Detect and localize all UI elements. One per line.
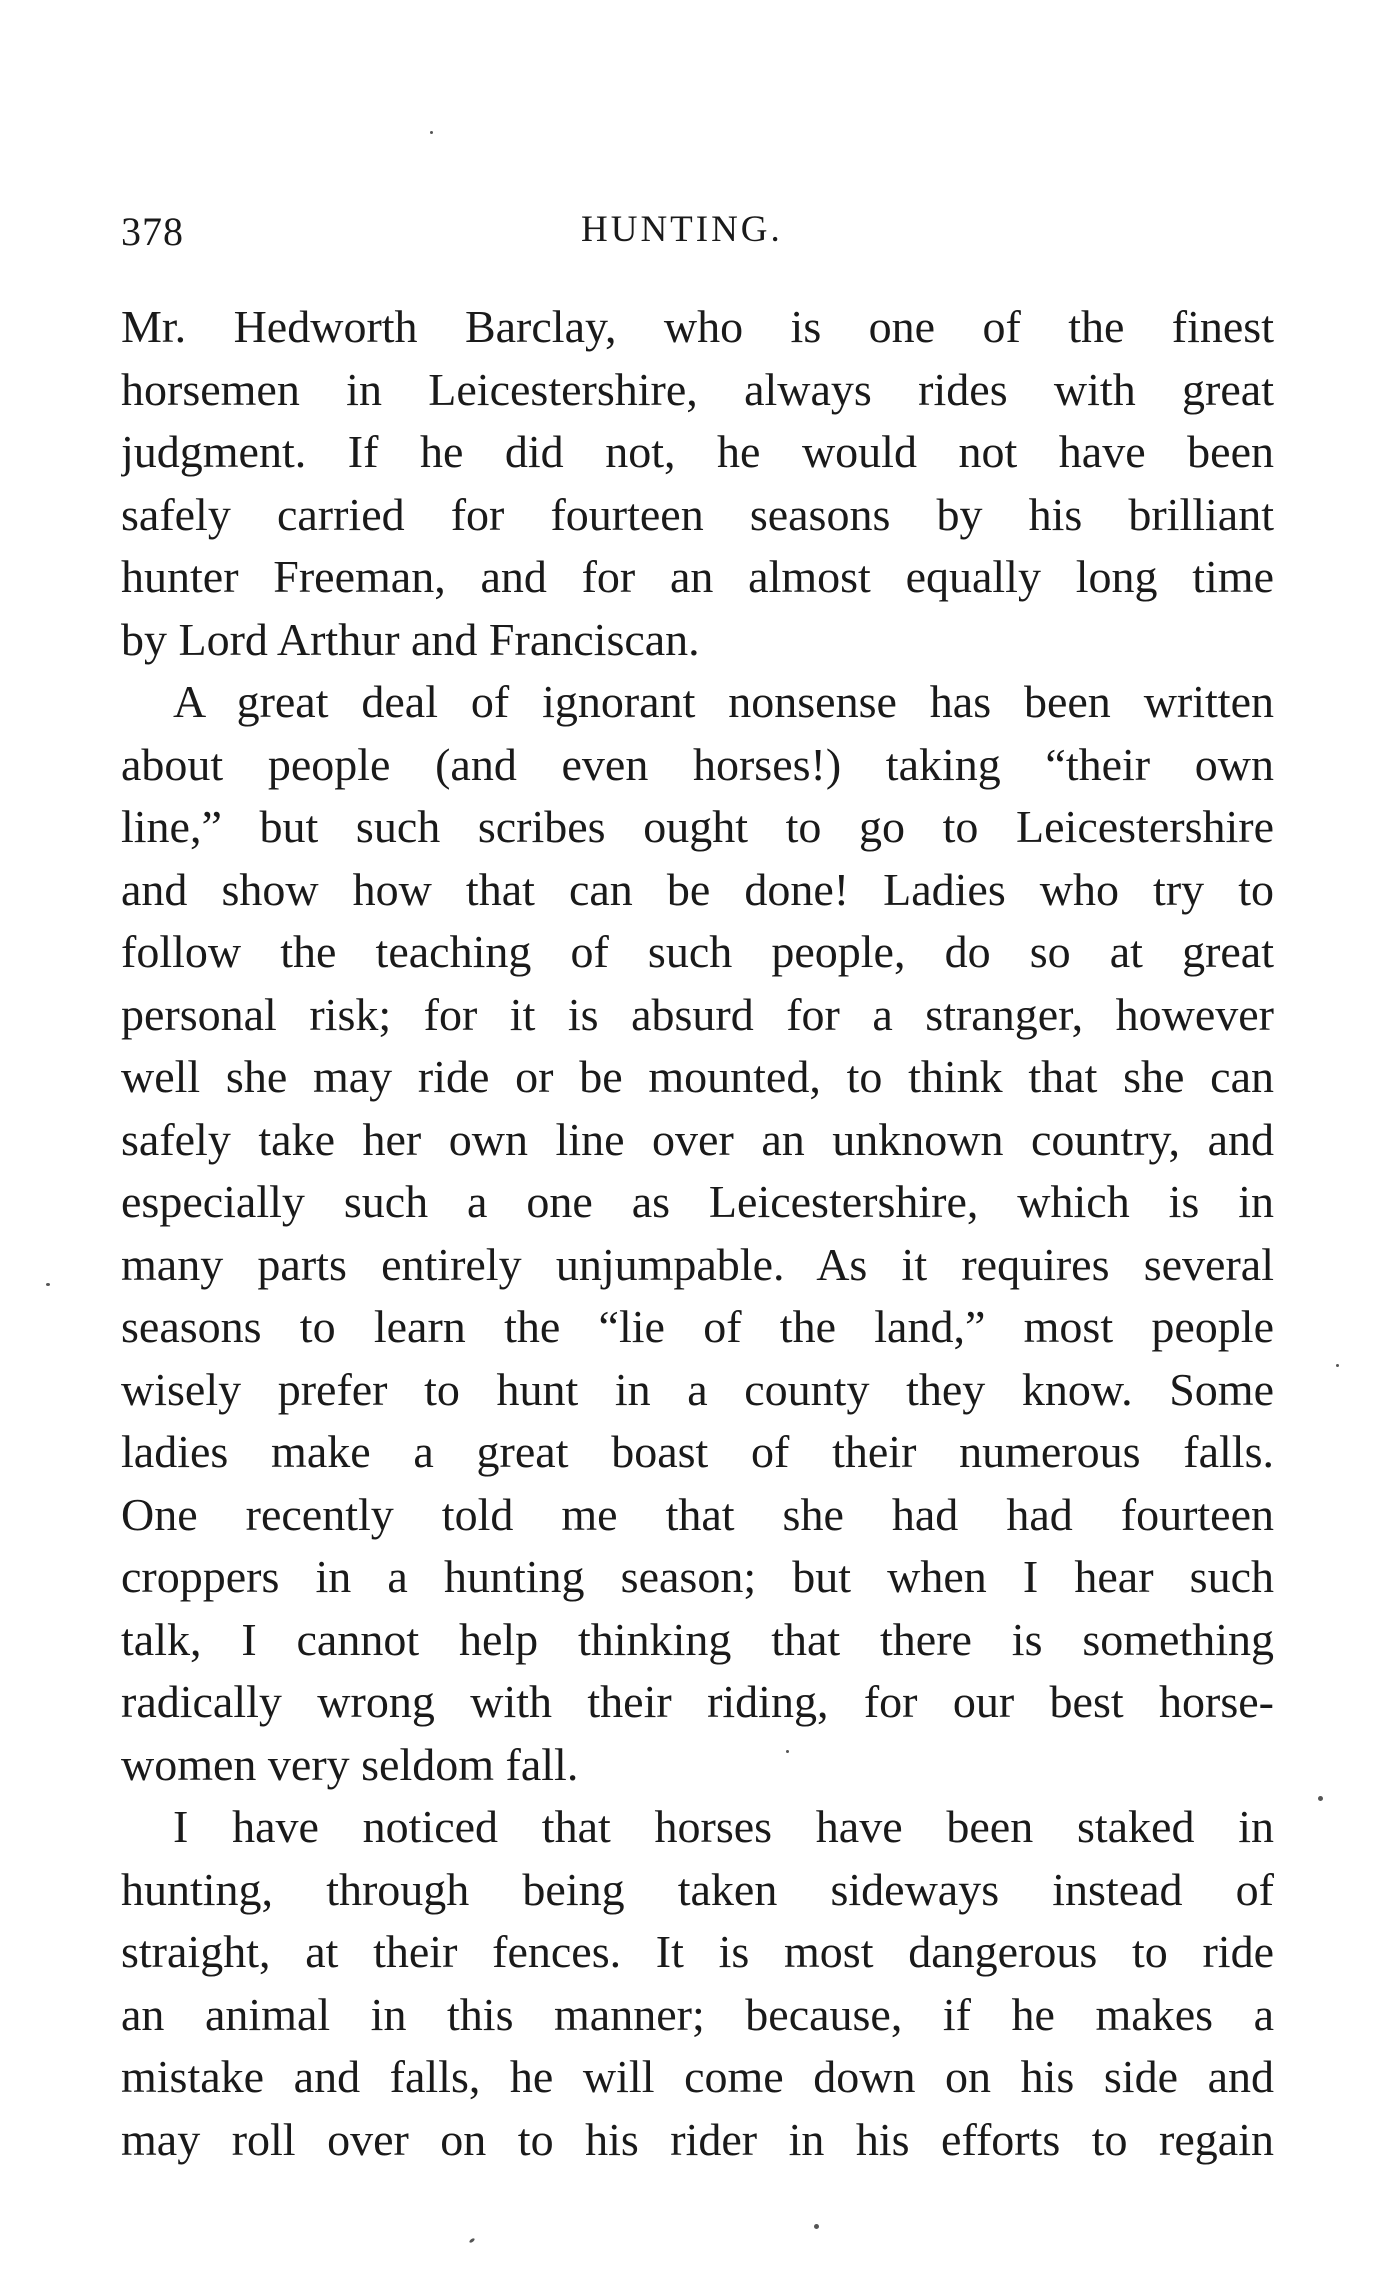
text-line: judgment. If he did not, he would not have been: [121, 426, 1274, 477]
text-line: line,” but such scribes ought to go to Leicestershire: [121, 801, 1274, 852]
scan-speck: [814, 2224, 819, 2229]
text-line: I have noticed that horses have been staked in: [173, 1801, 1274, 1852]
text-line: hunting, through being taken sideways instead of: [121, 1863, 1274, 1915]
scan-speck: [1336, 1364, 1339, 1367]
scan-speck: [46, 1283, 50, 1286]
text-line: safely take her own line over an unknown country, and: [121, 1113, 1274, 1165]
scan-speck: [430, 131, 433, 134]
text-line: mistake and falls, he will come down on his side and: [121, 2051, 1274, 2102]
text-line: One recently told me that she had had fourteen: [121, 1488, 1274, 1540]
page-number: 378: [121, 209, 184, 254]
text-line: about people (and even horses!) taking “their own: [121, 738, 1274, 790]
text-line: well she may ride or be mounted, to think that she can: [121, 1051, 1274, 1102]
text-line: many parts entirely unjumpable. As it requires several: [121, 1238, 1274, 1290]
text-line: safely carried for fourteen seasons by his brilliant: [121, 488, 1274, 540]
text-line: ladies make a great boast of their numerous falls.: [121, 1426, 1274, 1477]
text-line: seasons to learn the “lie of the land,” most people: [121, 1301, 1274, 1352]
text-line: by Lord Arthur and Franciscan.: [121, 613, 700, 665]
text-line: talk, I cannot help thinking that there is something: [121, 1613, 1274, 1665]
text-line: croppers in a hunting season; but when I hear such: [121, 1551, 1274, 1602]
text-line: hunter Freeman, and for an almost equally long time: [121, 551, 1274, 602]
running-head: [121, 208, 1274, 260]
scan-speck: [1318, 1796, 1323, 1801]
running-title: HUNTING.: [581, 209, 783, 250]
text-line: wisely prefer to hunt in a county they know. Some: [121, 1363, 1274, 1415]
text-line: horsemen in Leicestershire, always rides with great: [121, 363, 1274, 415]
text-line: especially such a one as Leicestershire, which is in: [121, 1176, 1274, 1227]
text-line: straight, at their fences. It is most dangerous to ride: [121, 1926, 1274, 1977]
body-text: [121, 296, 1274, 2171]
text-line: may roll over on to his rider in his efforts to regain: [121, 2113, 1274, 2165]
text-line: an animal in this manner; because, if he makes a: [121, 1988, 1274, 2040]
text-line: follow the teaching of such people, do so at great: [121, 926, 1274, 977]
scan-speck: [469, 2238, 476, 2244]
text-line: Mr. Hedworth Barclay, who is one of the finest: [121, 301, 1274, 352]
text-line: personal risk; for it is absurd for a stranger, however: [121, 988, 1274, 1040]
text-line: radically wrong with their riding, for our best horse-: [121, 1676, 1274, 1727]
scan-speck: [786, 1750, 789, 1753]
text-line: women very seldom fall.: [121, 1738, 579, 1790]
text-line: and show how that can be done! Ladies who try to: [121, 863, 1274, 915]
text-line: A great deal of ignorant nonsense has been written: [173, 676, 1274, 727]
